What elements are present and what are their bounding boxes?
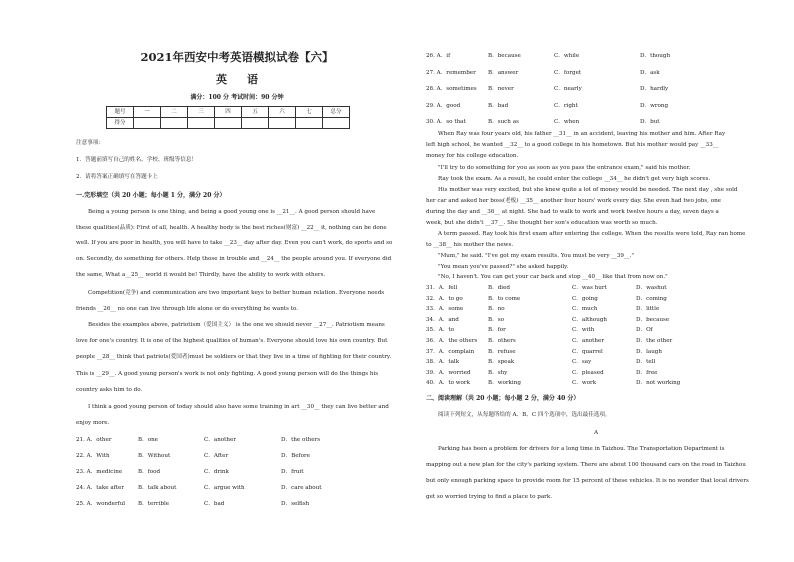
option-text: 30. A．so that <box>426 119 466 125</box>
score-cell <box>323 118 350 129</box>
score-cell: 二 <box>161 107 188 118</box>
option-text: B．never <box>488 86 514 92</box>
option-text: B．working <box>488 380 521 387</box>
option-text: 22. A．With <box>76 453 110 459</box>
option-text: 39．A．worried <box>426 369 471 376</box>
passage-line: When Ray was four years old, his father __31__ in an accident, leaving his mother and him. After Ray <box>438 131 726 137</box>
option-text: 34．A．and <box>426 316 459 323</box>
option-text: B．one <box>138 437 158 443</box>
exam-meta: 满分：100 分 考试时间：90 分钟 <box>190 94 284 101</box>
option-text: D．because <box>636 316 670 323</box>
notes-heading: 注意事项： <box>76 140 104 146</box>
passage-line: "No, I haven't. You can get your car back and stop __40__ like that from now on." <box>438 274 668 280</box>
option-text: B．so <box>488 316 504 323</box>
option-text: B．to come <box>488 295 521 302</box>
option-text: D．Before <box>281 453 310 459</box>
passage-label: A <box>593 430 599 436</box>
passage-line: but only enough parking space to provide room for 15 percent of these vehicles. It is no wonder that local drivers <box>426 478 749 484</box>
score-cell: 三 <box>188 107 215 118</box>
option-text: C．although <box>572 316 608 323</box>
option-text: 23. A．medicine <box>76 469 123 475</box>
option-text: C．pleased <box>572 369 604 376</box>
option-text: C．After <box>204 453 229 459</box>
option-text: D．coming <box>636 295 667 302</box>
score-cell: 一 <box>134 107 161 118</box>
section2-heading: 二、阅读理解（共 20 小题；每小题 2 分，满分 40 分） <box>426 395 580 402</box>
option-text: C．nearly <box>554 86 582 92</box>
option-text: B．shy <box>488 369 508 376</box>
option-text: 32．A．to go <box>426 295 463 302</box>
score-cell: 六 <box>269 107 296 118</box>
option-text: D．wrong <box>640 102 669 109</box>
option-text: C．forget <box>554 69 582 76</box>
passage-line: enjoy more. <box>76 420 110 426</box>
option-text: 33．A．some <box>426 306 464 313</box>
passage-line: A term passed. Ray took his first exam after entering the college. When the results were told, Ray ran home <box>438 231 746 237</box>
score-cell: 得分 <box>107 118 134 129</box>
score-cell <box>215 118 242 129</box>
option-text: B．because <box>488 53 521 59</box>
passage-line: country asks him to do. <box>76 387 143 393</box>
option-text: 38．A．talk <box>426 359 460 366</box>
option-text: C．bad <box>204 501 225 507</box>
passage-line: I think a good young person of today should also have some training in art __30__ they can live better and <box>88 404 389 410</box>
option-text: B．terrible <box>138 501 170 507</box>
option-text: D．free <box>636 369 658 376</box>
option-text: D．Of <box>636 327 653 334</box>
option-text: 21. A．other <box>76 437 112 443</box>
option-text: C．another <box>572 338 605 344</box>
passage-line: these qualities(品质): First of all, health. A healthy body is the best riches(财富) __22__ it, nothing can be done <box>76 225 387 231</box>
option-text: D．care about <box>281 485 322 491</box>
option-text: D．laugh <box>636 348 662 355</box>
option-text: D．though <box>640 53 671 59</box>
option-text: D．fruit <box>281 469 304 475</box>
option-text: B．refuse <box>488 348 516 355</box>
score-cell <box>242 118 269 129</box>
passage-line: Being a young person is one thing, and being a good young one is __21__. A good person should have <box>88 209 376 215</box>
score-cell <box>296 118 323 129</box>
option-text: 25. A．wonderful <box>76 501 126 507</box>
passage-line: Parking has been a problem for drivers for a long time in Taizhou. The Transportation Department is <box>438 446 725 452</box>
passage-line: Besides the examples above, patriotism（爱国主义） is the one we should never __27__. Patriotism means <box>88 322 385 328</box>
option-text: B．such as <box>488 119 519 125</box>
option-text: B．answer <box>488 69 519 76</box>
option-text: D．but <box>640 119 660 125</box>
passage-line: on. Secondly, do something for others. Help those in trouble and __24__ the people around you. If everyone did <box>76 256 392 262</box>
option-text: 26. A．if <box>426 53 451 59</box>
option-text: C．much <box>572 306 598 313</box>
option-text: B．for <box>488 327 506 334</box>
option-text: C．going <box>572 295 598 302</box>
option-text: 28. A．sometimes <box>426 86 477 92</box>
option-text: D．hardly <box>640 86 669 92</box>
score-cell <box>161 118 188 129</box>
option-text: B．others <box>488 338 516 344</box>
score-cell <box>269 118 296 129</box>
passage-line: mapping out a new plan for the city's parking system. There are about 100 thousand cars on the road in Taizhou <box>426 462 746 468</box>
section1-heading: 一.完形填空（共 20 小题；每小题 1 分，满分 20 分） <box>76 192 226 199</box>
option-text: B．died <box>488 285 510 291</box>
score-cell: 五 <box>242 107 269 118</box>
option-text: D．selfish <box>281 501 310 507</box>
passage-line: His mother was very excited, but she knew quite a lot of money would be needed. The next day , she sold <box>438 187 738 193</box>
option-text: B．talk about <box>138 485 177 491</box>
option-text: D．not working <box>636 380 681 387</box>
option-text: D．tell <box>636 359 656 366</box>
passage-line: get so worried trying to find a place to park. <box>426 494 553 500</box>
passage-line: money for his college education. <box>426 153 519 159</box>
option-text: B．no <box>488 306 505 313</box>
option-text: 31．A．fell <box>426 285 458 291</box>
option-text: 36．A．the others <box>426 338 478 344</box>
passage-line: friends __26__ no one can live through life alone or do everything he wants to. <box>76 306 298 312</box>
passage-line: her car and asked her boss(老板) __35__ another four hours' work every day. She even had two jobs, one <box>426 198 721 204</box>
option-text: B．bad <box>488 102 509 109</box>
passage-line: "You mean you've passed?" she asked happily. <box>438 264 569 270</box>
option-text: D．the other <box>636 338 673 344</box>
section2-instruction: 阅读下列短文，从每题所给的 A、B、C 四个选项中，选出最佳选项。 <box>438 412 611 418</box>
option-text: D．ask <box>640 69 660 76</box>
option-text: 27. A．remember <box>426 69 476 76</box>
passage-line: Ray took the exam. As a result, he could enter the college __34__ he didn't get very high scores. <box>438 176 711 182</box>
passage-line: week, but she didn't __37__. She thought her son's education was worth so much. <box>426 220 658 226</box>
option-text: C．drink <box>204 469 229 475</box>
passage-line: well. If you are poor in health, you will have to take __23__ day after day. Even you can't work, do sports and so <box>76 240 393 246</box>
passage-line: people __28__ think that patriots(爱国者)must be soldiers or that they live in a time of fighting for their country. <box>76 354 392 360</box>
option-text: C．when <box>554 119 580 125</box>
option-text: C．was hurt <box>572 285 607 291</box>
score-cell <box>134 118 161 129</box>
option-text: C．work <box>572 380 597 387</box>
passage-line: love for one's country. It is one of the highest qualities of human's. Everyone should love his own country. But <box>76 338 388 344</box>
option-text: C．right <box>554 102 578 109</box>
option-text: C．say <box>572 359 592 366</box>
option-text: D．washut <box>636 285 667 291</box>
option-text: B．food <box>138 469 161 475</box>
option-text: 37．A．complain <box>426 348 475 355</box>
passage-line: the same, What a__25__ world it would be! Thirdly, have the ability to work with others. <box>76 272 326 278</box>
option-text: C．quarrel <box>572 348 603 355</box>
exam-title: 2021年西安中考英语模拟试卷【六】 <box>140 50 334 64</box>
score-cell: 题号 <box>107 107 134 118</box>
passage-line: This is __29__. A good young person's work is not only fighting. A good young person will do the things his <box>76 371 379 377</box>
passage-line: "Mum," he said. "I've got my exam results. You must be very __39__." <box>438 253 634 259</box>
score-cell: 四 <box>215 107 242 118</box>
option-text: 24. A．take after <box>76 485 125 491</box>
score-table <box>106 106 350 129</box>
option-text: 40．A．to work <box>426 380 470 387</box>
passage-line: Competition(竞争) and communication are two important keys to better human relation. Everyone needs <box>88 290 385 296</box>
passage-line: to __38__ his mother the news. <box>426 242 514 248</box>
notes-item-1: 1．答题前填写自己的姓名、学校、班级等信息！ <box>76 157 198 163</box>
option-text: 35．A．to <box>426 327 454 334</box>
exam-subject: 英语 <box>216 73 278 86</box>
notes-item-2: 2．请将答案正确填写在答题卡上 <box>76 174 158 180</box>
score-cell <box>188 118 215 129</box>
score-cell: 总分 <box>323 107 350 118</box>
score-cell: 七 <box>296 107 323 118</box>
option-text: C．while <box>554 53 580 59</box>
passage-line: left high school, he wanted __32__ to a good college in his hometown. But his mother would pay __33__ <box>426 142 719 148</box>
option-text: C．another <box>204 437 237 443</box>
option-text: B．Without <box>138 453 171 459</box>
option-text: D．little <box>636 306 660 313</box>
option-text: B．speak <box>488 359 515 366</box>
option-text: C．with <box>572 327 595 334</box>
passage-line: during the day and __36__ at night. She had to walk to work and work twelve hours a day, seven days a <box>426 209 719 215</box>
option-text: C．argue with <box>204 485 245 491</box>
passage-line: "I'll try to do something for you as soon as you pass the entrance exam," said his mother. <box>438 165 691 171</box>
option-text: 29. A．good <box>426 102 461 109</box>
option-text: D．the others <box>281 437 321 443</box>
